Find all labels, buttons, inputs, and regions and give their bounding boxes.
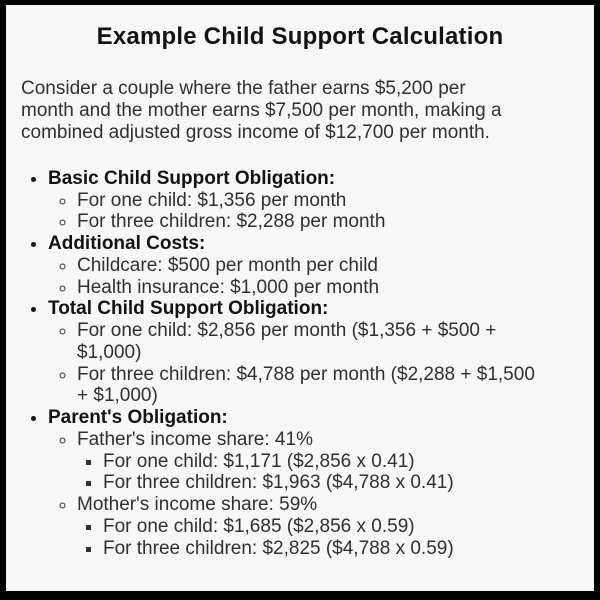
- list-item-father-share: [77, 429, 542, 494]
- section-heading: Basic Child Support Obligation:: [48, 167, 336, 189]
- section-heading: Additional Costs:: [48, 233, 206, 254]
- section-heading: Total Child Support Obligation:: [48, 298, 329, 320]
- list-item-text: Health insurance: $1,000 per month: [77, 276, 380, 298]
- list-item: [77, 211, 542, 233]
- list-item-text: For three children: $2,825 ($4,788 x 0.59): [103, 537, 454, 559]
- list-item: [77, 255, 542, 277]
- section-total-obligation: [48, 298, 542, 407]
- list-item: [103, 451, 542, 473]
- section-additional-costs: [48, 233, 542, 298]
- list-item-text: For one child: $1,685 ($2,856 x 0.59): [103, 515, 415, 537]
- list-item-text: For one child: $1,171 ($2,856 x 0.41): [103, 450, 415, 472]
- list-item: [103, 472, 542, 494]
- list-item: [77, 364, 542, 408]
- list-item-text: Childcare: $500 per month per child: [77, 254, 379, 276]
- sub-list: [48, 255, 542, 299]
- list-item: [103, 516, 542, 538]
- list-item-text: For one child: $1,356 per month: [77, 189, 347, 211]
- outline-list: [21, 168, 542, 560]
- section-parents-obligation: [48, 407, 542, 559]
- list-item-text: For one child: $2,856 per month ($1,356 + $500 + $1,000): [77, 320, 497, 363]
- sub-sub-list: [77, 451, 542, 495]
- document-content: [6, 5, 594, 559]
- list-item: [103, 538, 542, 560]
- section-basic-obligation: [48, 168, 542, 233]
- list-item: [77, 190, 542, 212]
- list-item-mother-share: [77, 494, 542, 559]
- intro-paragraph: Consider a couple where the father earns $5,200 per month and the mother earns $7,500 per month, making a combined adjusted gross income of $12,700 per month.: [21, 78, 502, 143]
- list-item-text: For three children: $4,788 per month ($2,288 + $1,500 + $1,000): [77, 363, 535, 407]
- sub-list: [48, 429, 542, 560]
- list-item: [77, 277, 542, 299]
- page-title: Example Child Support Calculation: [96, 23, 504, 50]
- list-item-text: Mother's income share: 59%: [77, 494, 318, 515]
- list-item-text: Father's income share: 41%: [77, 428, 313, 450]
- sub-sub-list: [77, 516, 542, 560]
- list-item-text: For three children: $2,288 per month: [77, 211, 386, 233]
- sub-list: [48, 320, 542, 407]
- list-item-text: For three children: $1,963 ($4,788 x 0.41): [103, 472, 454, 494]
- section-heading: Parent's Obligation:: [48, 407, 228, 428]
- sub-list: [48, 190, 542, 234]
- list-item: [77, 320, 542, 364]
